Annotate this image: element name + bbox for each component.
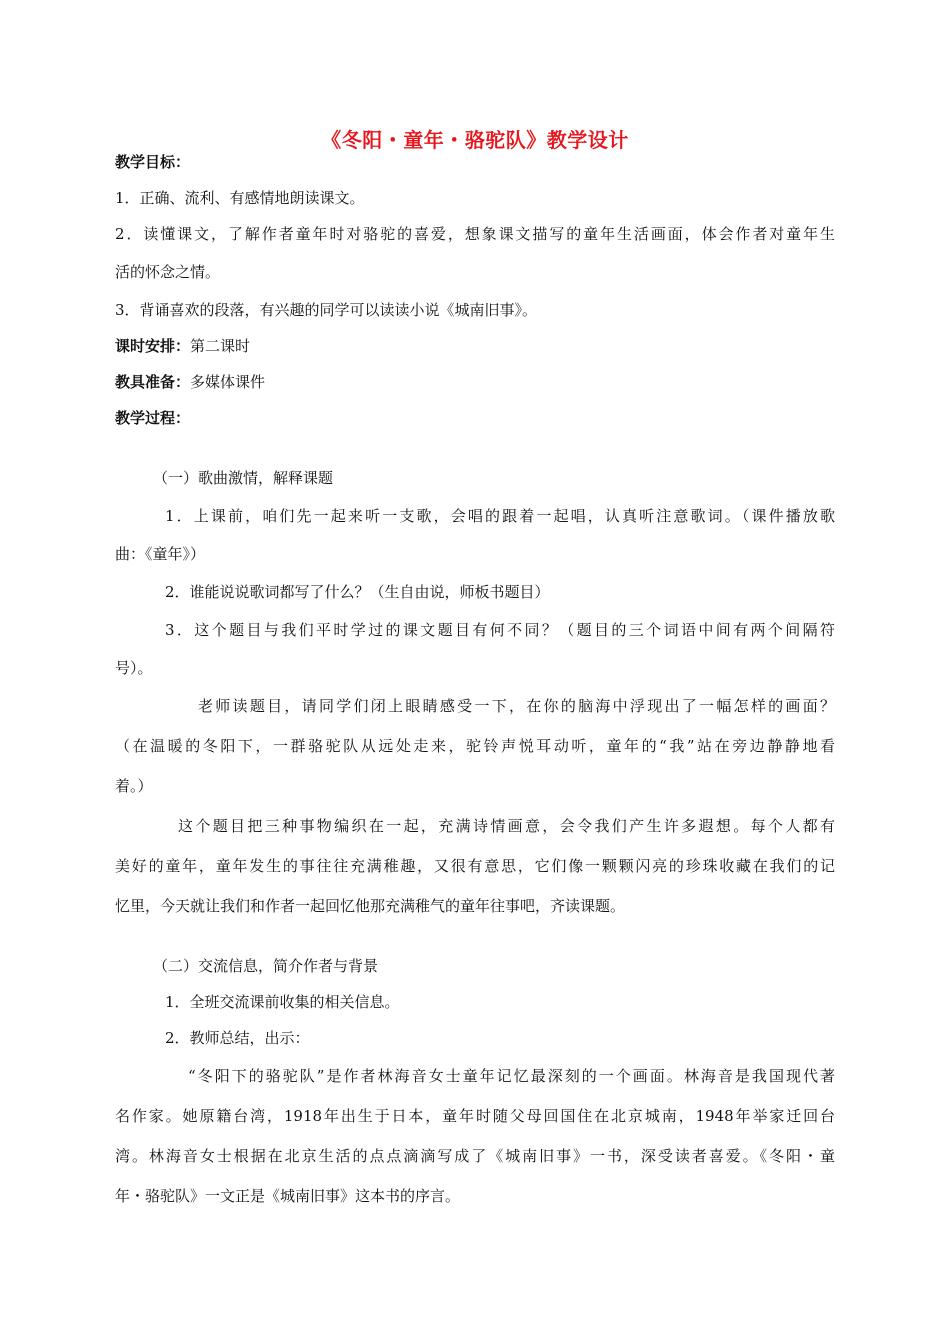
section1-line-7: （在温暖的冬阳下，一群骆驼队从远处走来，驼铃声悦耳动听，童年的“我”站在旁边静静地看 bbox=[115, 737, 835, 755]
objectives-label: 教学目标： bbox=[115, 153, 191, 171]
materials-label: 教具准备： bbox=[115, 373, 191, 391]
section2-line-5: 湾。林海音女士根据在北京生活的点点滴滴写成了《城南旧事》一书，深受读者喜爱。《冬阳・童 bbox=[115, 1147, 835, 1165]
section1-line-8: 着。） bbox=[115, 777, 153, 795]
section1-line-10: 美好的童年，童年发生的事往往充满稚趣，又很有意思，它们像一颗颗闪亮的珍珠收藏在我们的记 bbox=[115, 857, 835, 875]
section1-line-9: 这个题目把三种事物编织在一起，充满诗情画意，会令我们产生许多遐想。每个人都有 bbox=[178, 817, 835, 835]
section1-line-2: 曲：《童年》） bbox=[115, 545, 206, 563]
process-label: 教学过程： bbox=[115, 409, 191, 427]
schedule-label: 课时安排： bbox=[115, 337, 191, 355]
schedule-row bbox=[115, 336, 250, 356]
section2-line-4: 名作家。她原籍台湾，1918年出生于日本，童年时随父母回国住在北京城南，1948年举家迁回台 bbox=[115, 1107, 835, 1125]
materials-value: 多媒体课件 bbox=[190, 373, 266, 391]
section2-line-6: 年・骆驼队》一文正是《城南旧事》这本书的序言。 bbox=[115, 1187, 461, 1205]
section1-line-1: 1．上课前，咱们先一起来听一支歌，会唱的跟着一起唱，认真听注意歌词。（课件播放歌 bbox=[165, 507, 835, 525]
objective-item-2: 2．读懂课文，了解作者童年时对骆驼的喜爱，想象课文描写的童年生活画面，体会作者对童年生 bbox=[115, 225, 835, 243]
section1-line-11: 忆里，今天就让我们和作者一起回忆他那充满稚气的童年往事吧，齐读课题。 bbox=[115, 897, 626, 915]
section1-line-5: 号）。 bbox=[115, 659, 153, 677]
objective-item-1: 1．正确、流利、有感情地朗读课文。 bbox=[115, 189, 365, 207]
section2-line-3: “冬阳下的骆驼队”是作者林海音女士童年记忆最深刻的一个画面。林海音是我国现代著 bbox=[188, 1067, 835, 1085]
schedule-value: 第二课时 bbox=[190, 337, 251, 355]
section1-line-6: 老师读题目，请同学们闭上眼睛感受一下，在你的脑海中浮现出了一幅怎样的画面？ bbox=[198, 697, 835, 715]
section1-line-3: 2．谁能说说歌词都写了什么？（生自由说，师板书题目） bbox=[165, 583, 550, 601]
section1-heading: （一）歌曲激情，解释课题 bbox=[153, 469, 334, 487]
section2-line-1: 1．全班交流课前收集的相关信息。 bbox=[165, 993, 400, 1011]
materials-row bbox=[115, 372, 265, 392]
document-title: 《冬阳・童年・骆驼队》教学设计 bbox=[321, 128, 629, 152]
section1-line-4: 3．这个题目与我们平时学过的课文题目有何不同？（题目的三个词语中间有两个间隔符 bbox=[165, 621, 835, 639]
section2-line-2: 2．教师总结，出示： bbox=[165, 1029, 310, 1047]
objective-item-2-cont: 活的怀念之情。 bbox=[115, 263, 221, 281]
objective-item-3: 3．背诵喜欢的段落，有兴趣的同学可以读读小说《城南旧事》。 bbox=[115, 301, 538, 319]
section2-heading: （二）交流信息，简介作者与背景 bbox=[153, 957, 379, 975]
